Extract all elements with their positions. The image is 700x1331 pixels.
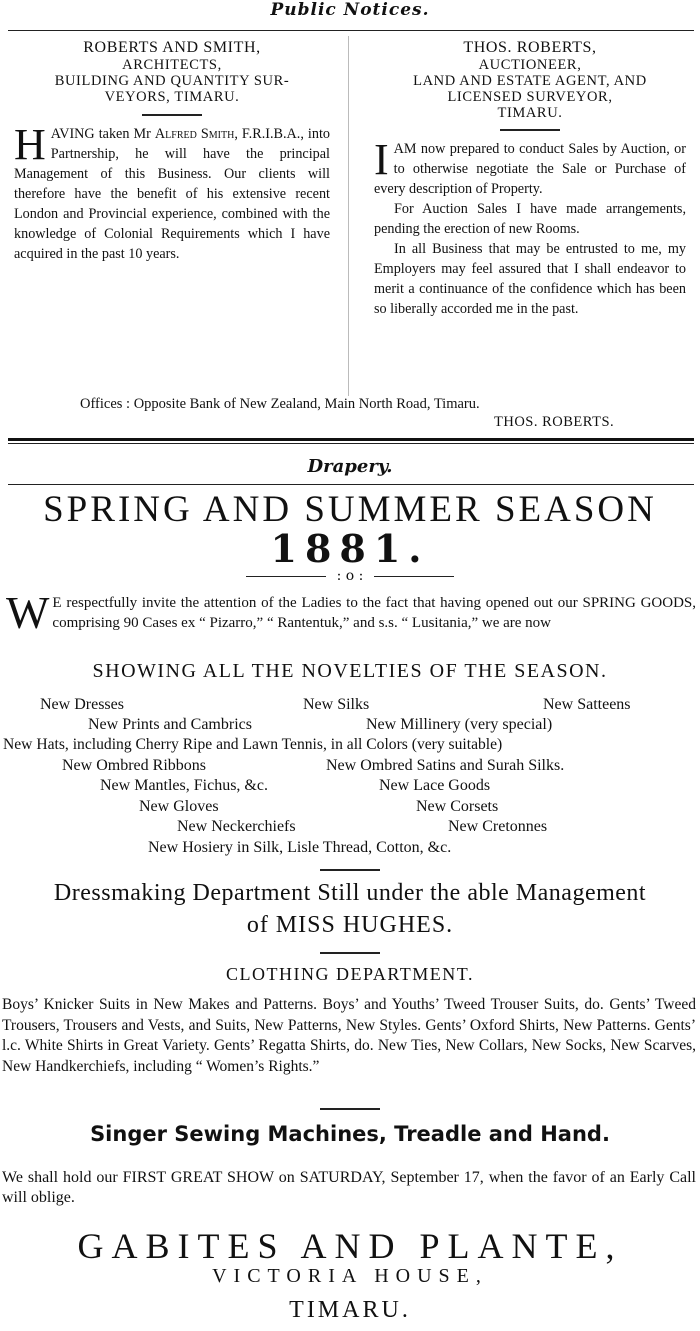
signature: THOS. ROBERTS. [494, 414, 615, 430]
list-item: New Hosiery in Silk, Lisle Thread, Cotton, &c. [148, 839, 452, 856]
section-rule [8, 443, 694, 444]
list-item: New Lace Goods [379, 777, 491, 794]
headline-year: 1881. [270, 526, 430, 571]
clothing-body: Boys’ Knicker Suits in New Makes and Patterns. Boys’ and Youths’ Tweed Trouser Suits, do. Gents’ Tweed Trousers, Trousers and Vests, and Suits, New Patterns, New Styles. Gents’ Oxford Shirts, New Patterns. Gents’ l.c. White Shirts in Great Variety. Gents’ Regatta Shirts, do. New Ties, New Collars, New Socks, New Scarves, New Handkerchiefs, including “ Women’s Rights.” [2, 996, 696, 1075]
list-item: New Satteens [543, 696, 631, 713]
list-item: New Cretonnes [448, 818, 548, 835]
drop-cap: H [14, 120, 46, 169]
heading-line: TIMARU. [497, 105, 563, 121]
notice-thos-roberts [374, 38, 686, 319]
notice-heading [14, 38, 330, 105]
section-rule [8, 438, 694, 441]
notice-roberts-and-smith [14, 38, 330, 264]
list-item: New Ombred Ribbons [62, 757, 206, 774]
show-announcement: We shall hold our FIRST GREAT SHOW on SATURDAY, September 17, when the favor of an Early Call will oblige. [2, 1169, 696, 1206]
notice-heading [374, 38, 686, 121]
heading-line: BUILDING AND QUANTITY SUR- [54, 73, 290, 89]
section-title-public-notices: Public Notices. [270, 0, 430, 20]
body-text: AVING taken Mr [50, 126, 155, 142]
town-name: TIMARU. [289, 1297, 411, 1323]
heading-line: LICENSED SURVEYOR, [447, 89, 613, 105]
notice-body [14, 120, 330, 264]
list-item: New Dresses [40, 696, 124, 713]
novelties-heading: SHOWING ALL THE NOVELTIES OF THE SEASON. [92, 660, 608, 682]
clothing-heading: CLOTHING DEPARTMENT. [226, 964, 474, 984]
heading-line: VEYORS, TIMARU. [104, 89, 240, 105]
heading-line: LAND AND ESTATE AGENT, AND [413, 73, 647, 89]
section-title-drapery: Drapery. [307, 456, 393, 477]
notice-body [374, 135, 686, 199]
body-text: AM now prepared to conduct Sales by Auction, or to otherwise negotiate the Sale or Purchase of every description of Property. [374, 141, 686, 197]
singer-line: Singer Sewing Machines, Treadle and Hand. [90, 1122, 610, 1146]
body-text: For Auction Sales I have made arrangements, pending the erection of new Rooms. [374, 201, 686, 237]
partner-name: Alfred Smith [154, 126, 235, 142]
column-divider [348, 36, 349, 396]
list-item: New Gloves [139, 798, 219, 815]
list-item: New Silks [303, 696, 370, 713]
divider-line [374, 576, 454, 577]
heading-line: ROBERTS AND SMITH, [83, 39, 261, 56]
dressmaking-line: Dressmaking Department Still under the able Management [53, 880, 647, 906]
header-rule [8, 30, 694, 31]
ornament-divider [0, 568, 700, 584]
body-text: , F.R.I.B.A., into Partnership, he will have the principal Management of this Business. Our clients will therefore have the benefit of his extensive recent London and Provincial experience, combined with the knowledge of Colonial Requirements which I have acquired in the past 10 years. [14, 126, 330, 262]
list-item: New Hats, including Cherry Ripe and Lawn Tennis, in all Colors (very suitable) [3, 736, 503, 753]
heading-line: AUCTIONEER, [478, 57, 582, 73]
section-rule [8, 484, 694, 485]
list-item: New Corsets [416, 798, 499, 815]
offices-line: Offices : Opposite Bank of New Zealand, Main North Road, Timaru. [80, 396, 480, 412]
short-rule [142, 114, 202, 116]
list-item: New Millinery (very special) [366, 716, 553, 733]
list-item: New Ombred Satins and Surah Silks. [326, 757, 565, 774]
intro-text: E respectfully invite the attention of the Ladies to the fact that having opened out our SPRING GOODS, comprising 90 Cases ex “ Pizarro,” “ Rantentuk,” and s.s. “ Lusitania,” we are now [52, 595, 696, 631]
body-text: In all Business that may be entrusted to me, my Employers may feel assured that I shall endeavor to merit a continuance of the confidence which has been so liberally accorded me in the past. [374, 241, 686, 317]
list-item: New Neckerchiefs [177, 818, 296, 835]
heading-line: ARCHITECTS, [122, 57, 222, 73]
intro-paragraph [6, 587, 696, 638]
headline: SPRING AND SUMMER SEASON [43, 489, 657, 530]
drop-cap: W [6, 587, 50, 638]
short-rule [320, 1108, 380, 1110]
divider-line [246, 576, 326, 577]
list-item: New Prints and Cambrics [88, 716, 252, 733]
short-rule [320, 869, 380, 871]
short-rule [320, 952, 380, 954]
list-item: New Mantles, Fichus, &c. [100, 777, 268, 794]
heading-line: THOS. ROBERTS, [463, 39, 597, 56]
short-rule [500, 129, 560, 131]
house-name: VICTORIA HOUSE, [212, 1265, 488, 1287]
dressmaking-line: of MISS HUGHES. [246, 912, 454, 938]
divider-mark: : o : [336, 568, 364, 584]
drop-cap: I [374, 135, 389, 184]
firm-name: GABITES AND PLANTE, [77, 1226, 623, 1266]
